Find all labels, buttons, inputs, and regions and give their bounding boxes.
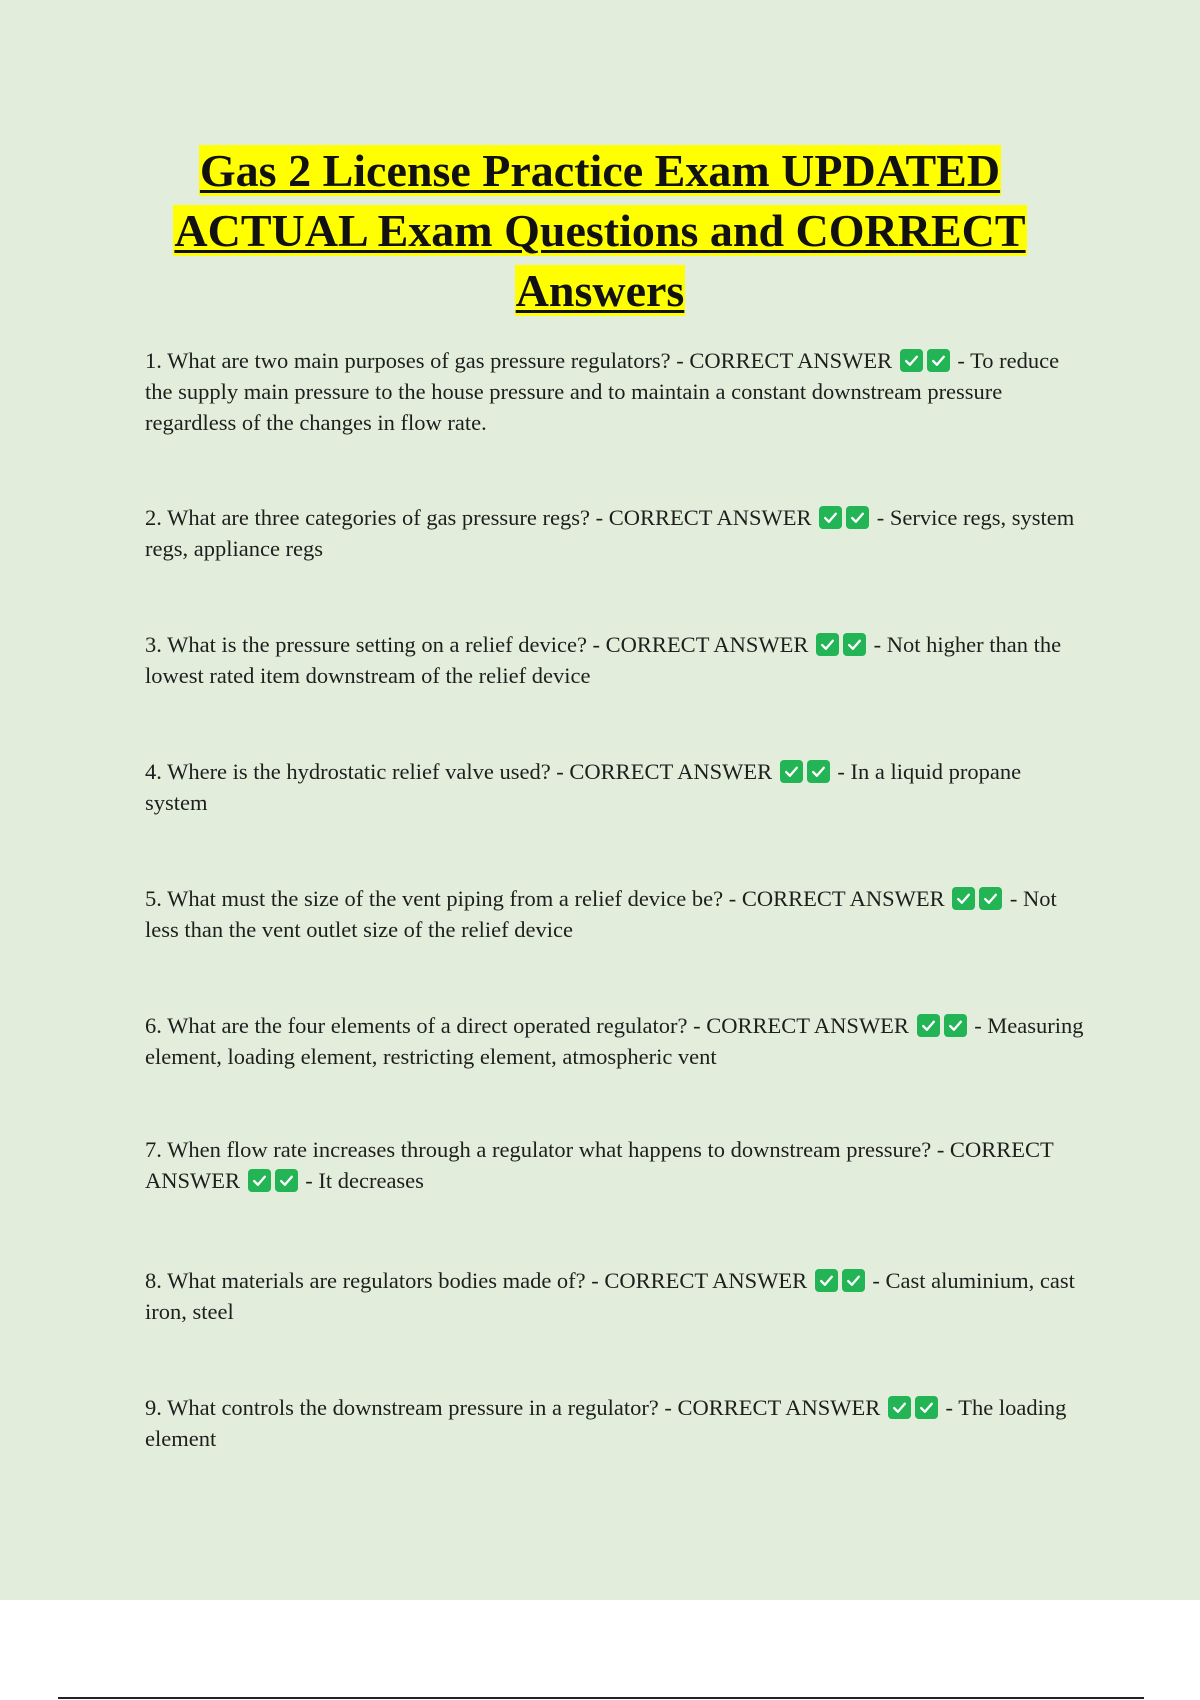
checkmark-icon [952,887,975,910]
checkmark-icon [900,349,923,372]
question-item-5 [145,883,1085,945]
answer-text: - The loading element [145,1395,1067,1451]
checkmark-icon [917,1014,940,1037]
checkmark-icon [819,506,842,529]
title-line-3: Answers [515,265,685,316]
answer-text: - To reduce the supply main pressure to the house pressure and to maintain a constant downstream pressure regardless of the changes in flow rate. [145,348,1060,435]
checkmark-icon [248,1169,271,1192]
title-line-2: ACTUAL Exam Questions and CORRECT [174,205,1026,256]
checkmark-icon [927,349,950,372]
title-line-1: Gas 2 License Practice Exam UPDATED [199,145,1001,196]
question-text: 2. What are three categories of gas pressure regs? - CORRECT ANSWER [145,505,812,530]
checkmark-icon [843,633,866,656]
answer-text: - It decreases [305,1168,424,1193]
checkmark-icon [780,760,803,783]
checkmark-icon [807,760,830,783]
question-text: 8. What materials are regulators bodies made of? - CORRECT ANSWER [145,1268,808,1293]
document-title [0,145,1200,325]
question-item-1 [145,345,1085,438]
checkmark-icon [816,633,839,656]
answer-text: - Not less than the vent outlet size of the relief device [145,886,1057,942]
question-text: 3. What is the pressure setting on a relief device? - CORRECT ANSWER [145,632,809,657]
checkmark-icon [979,887,1002,910]
footer-divider [58,1697,1144,1699]
question-text: 4. Where is the hydrostatic relief valve used? - CORRECT ANSWER [145,759,773,784]
question-item-3 [145,629,1085,691]
question-item-8 [145,1265,1085,1327]
question-text: 1. What are two main purposes of gas pressure regulators? - CORRECT ANSWER [145,348,893,373]
checkmark-icon [846,506,869,529]
answer-text: - Not higher than the lowest rated item downstream of the relief device [145,632,1062,688]
answer-text: - In a liquid propane system [145,759,1022,815]
checkmark-icon [842,1269,865,1292]
checkmark-icon [888,1396,911,1419]
question-item-9 [145,1392,1085,1454]
checkmark-icon [915,1396,938,1419]
checkmark-icon [275,1169,298,1192]
answer-text: - Measuring element, loading element, restricting element, atmospheric vent [145,1013,1084,1069]
answer-text: - Cast aluminium, cast iron, steel [145,1268,1075,1324]
question-text: 6. What are the four elements of a direct operated regulator? - CORRECT ANSWER [145,1013,909,1038]
question-item-2 [145,502,1085,564]
checkmark-icon [815,1269,838,1292]
answer-text: - Service regs, system regs, appliance regs [145,505,1075,561]
checkmark-icon [944,1014,967,1037]
question-text: 7. When flow rate increases through a regulator what happens to downstream pressure? - CORRECT ANSWER [145,1137,1054,1193]
question-text: 9. What controls the downstream pressure in a regulator? - CORRECT ANSWER [145,1395,881,1420]
question-item-6 [145,1010,1085,1072]
question-text: 5. What must the size of the vent piping from a relief device be? - CORRECT ANSWER [145,886,945,911]
question-item-7 [145,1134,1085,1196]
question-item-4 [145,756,1085,818]
